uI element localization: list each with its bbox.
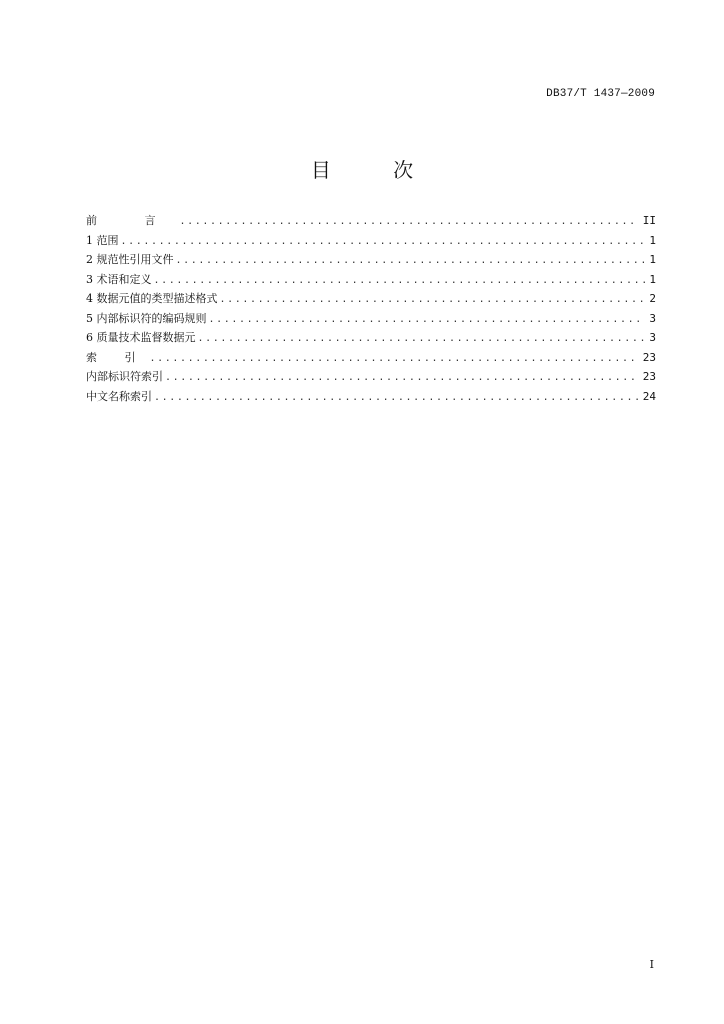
page-title: 目 次	[310, 158, 442, 182]
standard-code: DB37/T 1437—2009	[546, 88, 655, 100]
toc-entry-identifier-coding-rules[interactable]	[86, 309, 656, 329]
toc-entry-label: 6 质量技术监督数据元	[86, 331, 196, 344]
toc-entry-page: 1	[649, 233, 656, 247]
toc-entry-label: 内部标识符索引	[86, 370, 163, 383]
toc-entry-page: 24	[642, 389, 656, 403]
toc-entry-label: 前 言	[86, 214, 178, 227]
page-number: I	[649, 958, 654, 971]
toc-entry-scope[interactable]	[86, 231, 656, 251]
dot-leader	[176, 251, 646, 271]
dot-leader	[121, 232, 646, 252]
toc-entry-normative-references[interactable]	[86, 250, 656, 270]
toc-entry-label: 2 规范性引用文件	[86, 253, 174, 266]
dot-leader	[198, 329, 646, 349]
toc-entry-label: 1 范围	[86, 233, 119, 247]
toc-entry-label: 4 数据元值的类型描述格式	[86, 292, 218, 305]
toc-entry-page: 3	[649, 331, 656, 344]
toc-entry-label: 5 内部标识符的编码规则	[86, 311, 207, 325]
toc-entry-quality-data-elements[interactable]	[86, 328, 656, 348]
dot-leader	[209, 310, 646, 330]
toc-entry-page: 23	[642, 370, 656, 383]
toc-entry-page: 3	[649, 311, 656, 325]
toc-entry-label: 中文名称索引	[86, 389, 152, 403]
toc-entry-page: 2	[649, 292, 656, 305]
toc-entry-label: 索 引	[86, 350, 148, 364]
toc-entry-page: II	[642, 214, 656, 227]
toc-entry-chinese-name-index[interactable]	[86, 387, 656, 407]
dot-leader	[154, 271, 646, 291]
toc-entry-page: 1	[649, 272, 656, 286]
dot-leader	[180, 212, 639, 232]
toc-entry-label: 3 术语和定义	[86, 272, 152, 286]
toc-entry-identifier-index[interactable]	[86, 367, 656, 387]
table-of-contents	[86, 211, 656, 406]
toc-entry-index[interactable]	[86, 348, 656, 368]
toc-entry-page: 1	[649, 253, 656, 266]
toc-entry-page: 23	[642, 350, 656, 364]
dot-leader	[165, 368, 639, 388]
dot-leader	[220, 290, 646, 310]
toc-entry-terms-definitions[interactable]	[86, 270, 656, 290]
toc-entry-foreword[interactable]	[86, 211, 656, 231]
toc-entry-value-type-format[interactable]	[86, 289, 656, 309]
dot-leader	[150, 349, 639, 369]
dot-leader	[154, 388, 639, 408]
